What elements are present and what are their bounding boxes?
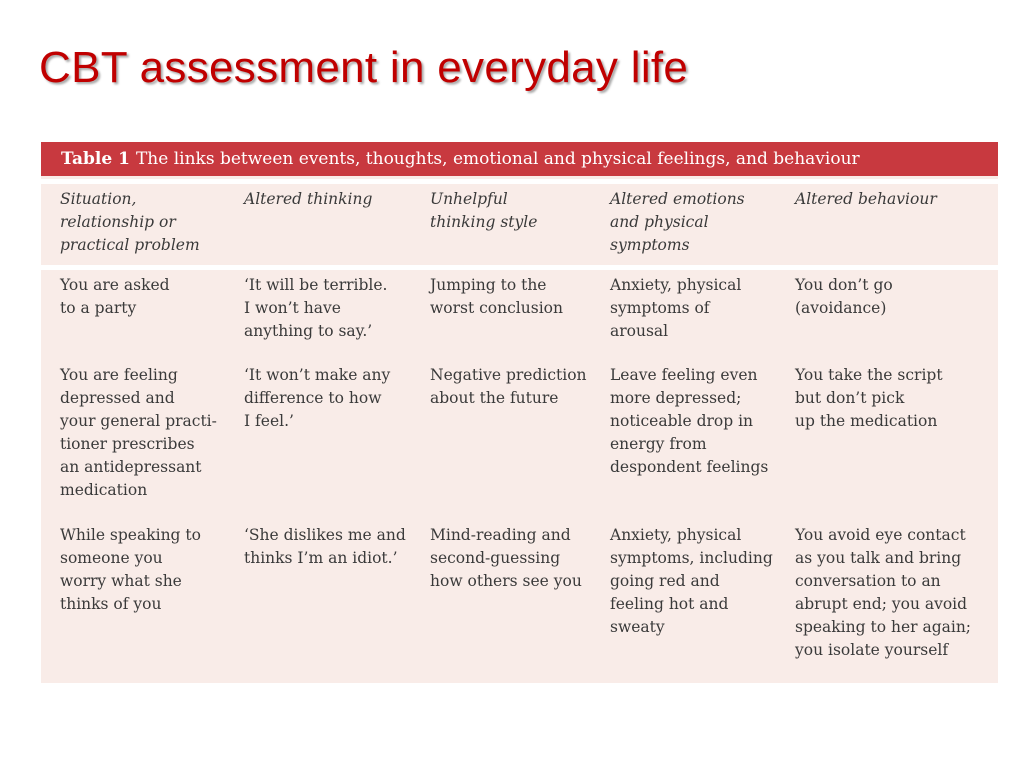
row1-situation: You are asked to a party <box>60 276 170 317</box>
row2-thinking: ‘It won’t make any difference to how I feel.’ <box>244 366 391 430</box>
header-altered-behaviour: Altered behaviour <box>795 190 937 208</box>
row2-style: Negative prediction about the future <box>430 366 587 407</box>
row1-thinking: ‘It will be terrible. I won’t have anything to say.’ <box>244 276 388 340</box>
row1-style: Jumping to the worst conclusion <box>430 276 563 317</box>
header-altered-emotions: Altered emotions and physical symptoms <box>610 190 745 254</box>
table-label: Table 1 <box>61 149 130 169</box>
table-caption-text: The links between events, thoughts, emotional and physical feelings, and behaviour <box>135 149 860 169</box>
row3-behaviour: You avoid eye contact as you talk and bring conversation to an abrupt end; you avoid speaking to her again; you isolate yourself <box>795 526 972 659</box>
row2-emotions: Leave feeling even more depressed; noticeable drop in energy from despondent feelings <box>610 366 769 476</box>
row3-style: Mind-reading and second-guessing how others see you <box>430 526 582 590</box>
header-situation: Situation, relationship or practical problem <box>60 190 200 254</box>
header-top-divider <box>41 179 998 184</box>
cbt-table <box>41 142 998 683</box>
row1-behaviour: You don’t go (avoidance) <box>795 276 893 317</box>
row1-emotions: Anxiety, physical symptoms of arousal <box>610 276 742 340</box>
row2-behaviour: You take the script but don’t pick up the medication <box>795 366 943 430</box>
row3-thinking: ‘She dislikes me and thinks I’m an idiot.’ <box>244 526 406 567</box>
row3-situation: While speaking to someone you worry what she thinks of you <box>60 526 201 613</box>
header-bottom-divider <box>41 265 998 270</box>
row2-situation: You are feeling depressed and your general practi- tioner prescribes an antidepressant medication <box>60 366 217 499</box>
table-caption <box>41 142 998 176</box>
slide-title: CBT assessment in everyday life <box>39 43 689 92</box>
row3-emotions: Anxiety, physical symptoms, including going red and feeling hot and sweaty <box>610 526 773 636</box>
header-altered-thinking: Altered thinking <box>244 190 373 208</box>
header-thinking-style: Unhelpful thinking style <box>430 190 538 231</box>
